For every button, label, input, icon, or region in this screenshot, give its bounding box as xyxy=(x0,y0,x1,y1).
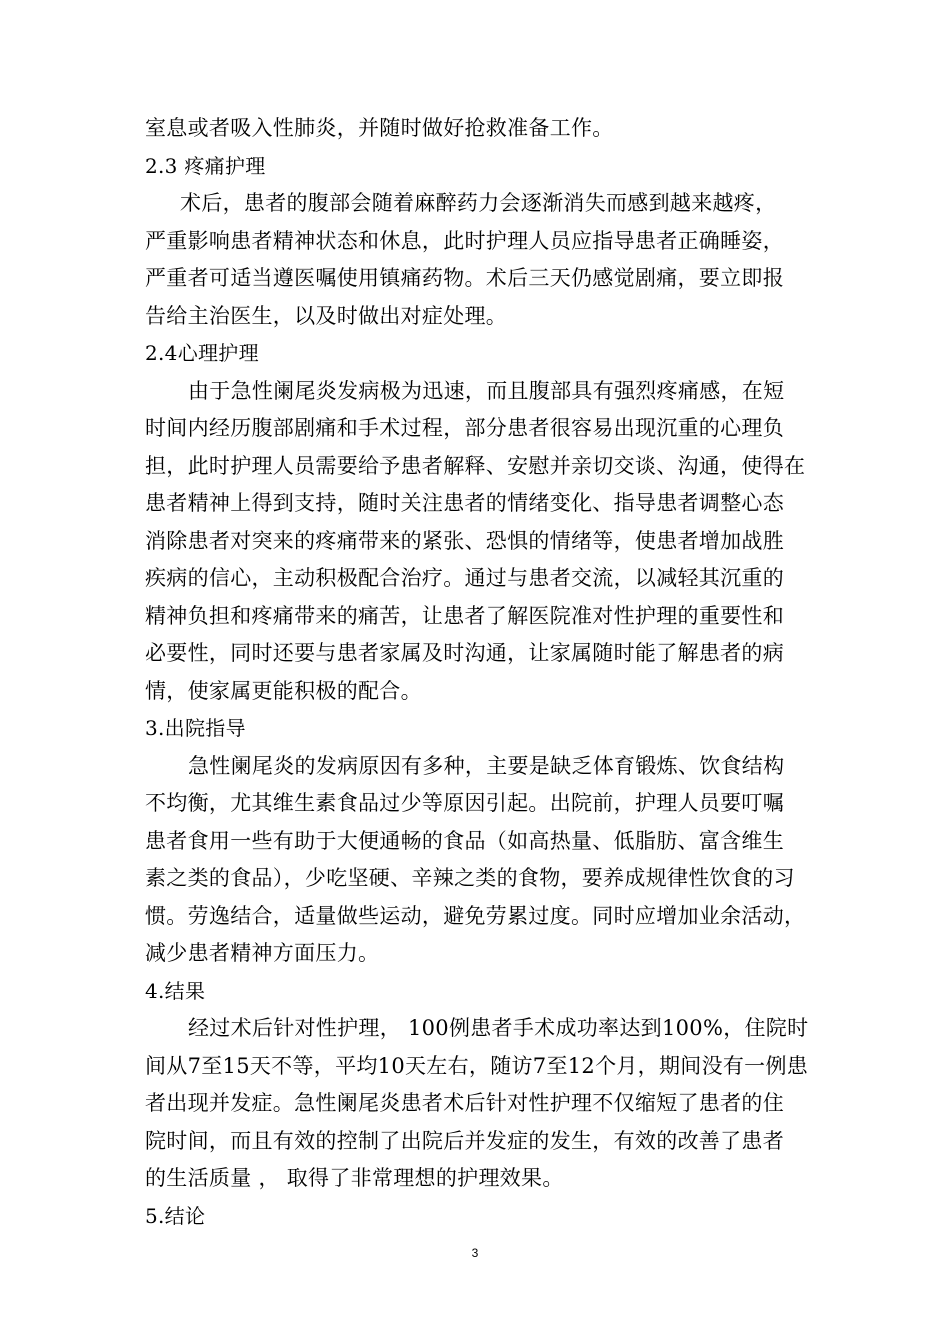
section-heading: 3.出院指导 xyxy=(145,716,246,740)
body-line: 间从7至15天不等，平均10天左右，随访7至12个月，期间没有一例患 xyxy=(145,1054,809,1078)
body-line: 担，此时护理人员需要给予患者解释、安慰并亲切交谈、沟通，使得在 xyxy=(145,454,806,478)
body-line: 室息或者吸入性肺炎，并随时做好抢救准备工作。 xyxy=(145,116,614,140)
body-line: 术后，患者的腹部会随着麻醉药力会逐渐消失而感到越来越疼， xyxy=(180,191,777,215)
body-line: 消除患者对突来的疼痛带来的紧张、恐惧的情绪等，使患者增加战胜 xyxy=(145,529,784,553)
section-heading: 2.4心理护理 xyxy=(145,341,259,365)
body-line: 精神负担和疼痛带来的痛苦，让患者了解医院准对性护理的重要性和 xyxy=(145,604,784,628)
body-line: 由于急性阑尾炎发病极为迅速，而且腹部具有强烈疼痛感，在短 xyxy=(188,379,785,403)
body-line: 患者食用一些有助于大便通畅的食品（如高热量、低脂肪、富含维生 xyxy=(145,829,784,853)
body-line: 严重者可适当遵医嘱使用镇痛药物。术后三天仍感觉剧痛，要立即报 xyxy=(145,266,784,290)
body-line: 急性阑尾炎的发病原因有多种，主要是缺乏体育锻炼、饮食结构 xyxy=(188,754,785,778)
section-heading: 5.结论 xyxy=(145,1204,206,1228)
body-line: 惯。劳逸结合，适量做些运动，避免劳累过度。同时应增加业余活动， xyxy=(145,904,806,928)
body-line: 素之类的食品），少吃坚硬、辛辣之类的食物，要养成规律性饮食的习 xyxy=(145,866,795,890)
section-heading: 2.3 疼痛护理 xyxy=(145,154,266,178)
body-line: 减少患者精神方面压力。 xyxy=(145,941,380,965)
body-line: 严重影响患者精神状态和休息，此时护理人员应指导患者正确睡姿， xyxy=(145,229,784,253)
section-heading: 4.结果 xyxy=(145,979,206,1003)
body-line: 的生活质量 ， 取得了非常理想的护理效果。 xyxy=(145,1166,564,1190)
body-line: 情，使家属更能积极的配合。 xyxy=(145,679,422,703)
body-line: 患者精神上得到支持，随时关注患者的情绪变化、指导患者调整心态 xyxy=(145,491,784,515)
body-line: 经过术后针对性护理， 100例患者手术成功率达到100%，住院时 xyxy=(188,1016,809,1040)
body-line: 不均衡，尤其维生素食品过少等原因引起。出院前，护理人员要叮嘱 xyxy=(145,791,784,815)
body-line: 者出现并发症。急性阑尾炎患者术后针对性护理不仅缩短了患者的住 xyxy=(145,1091,784,1115)
body-line: 必要性，同时还要与患者家属及时沟通，让家属随时能了解患者的病 xyxy=(145,641,784,665)
body-line: 告给主治医生，以及时做出对症处理。 xyxy=(145,304,508,328)
body-line: 时间内经历腹部剧痛和手术过程，部分患者很容易出现沉重的心理负 xyxy=(145,416,784,440)
page-number: 3 xyxy=(471,1246,479,1260)
body-line: 疾病的信心，主动积极配合治疗。通过与患者交流，以减轻其沉重的 xyxy=(145,566,784,590)
body-line: 院时间，而且有效的控制了出院后并发症的发生，有效的改善了患者 xyxy=(145,1129,784,1153)
